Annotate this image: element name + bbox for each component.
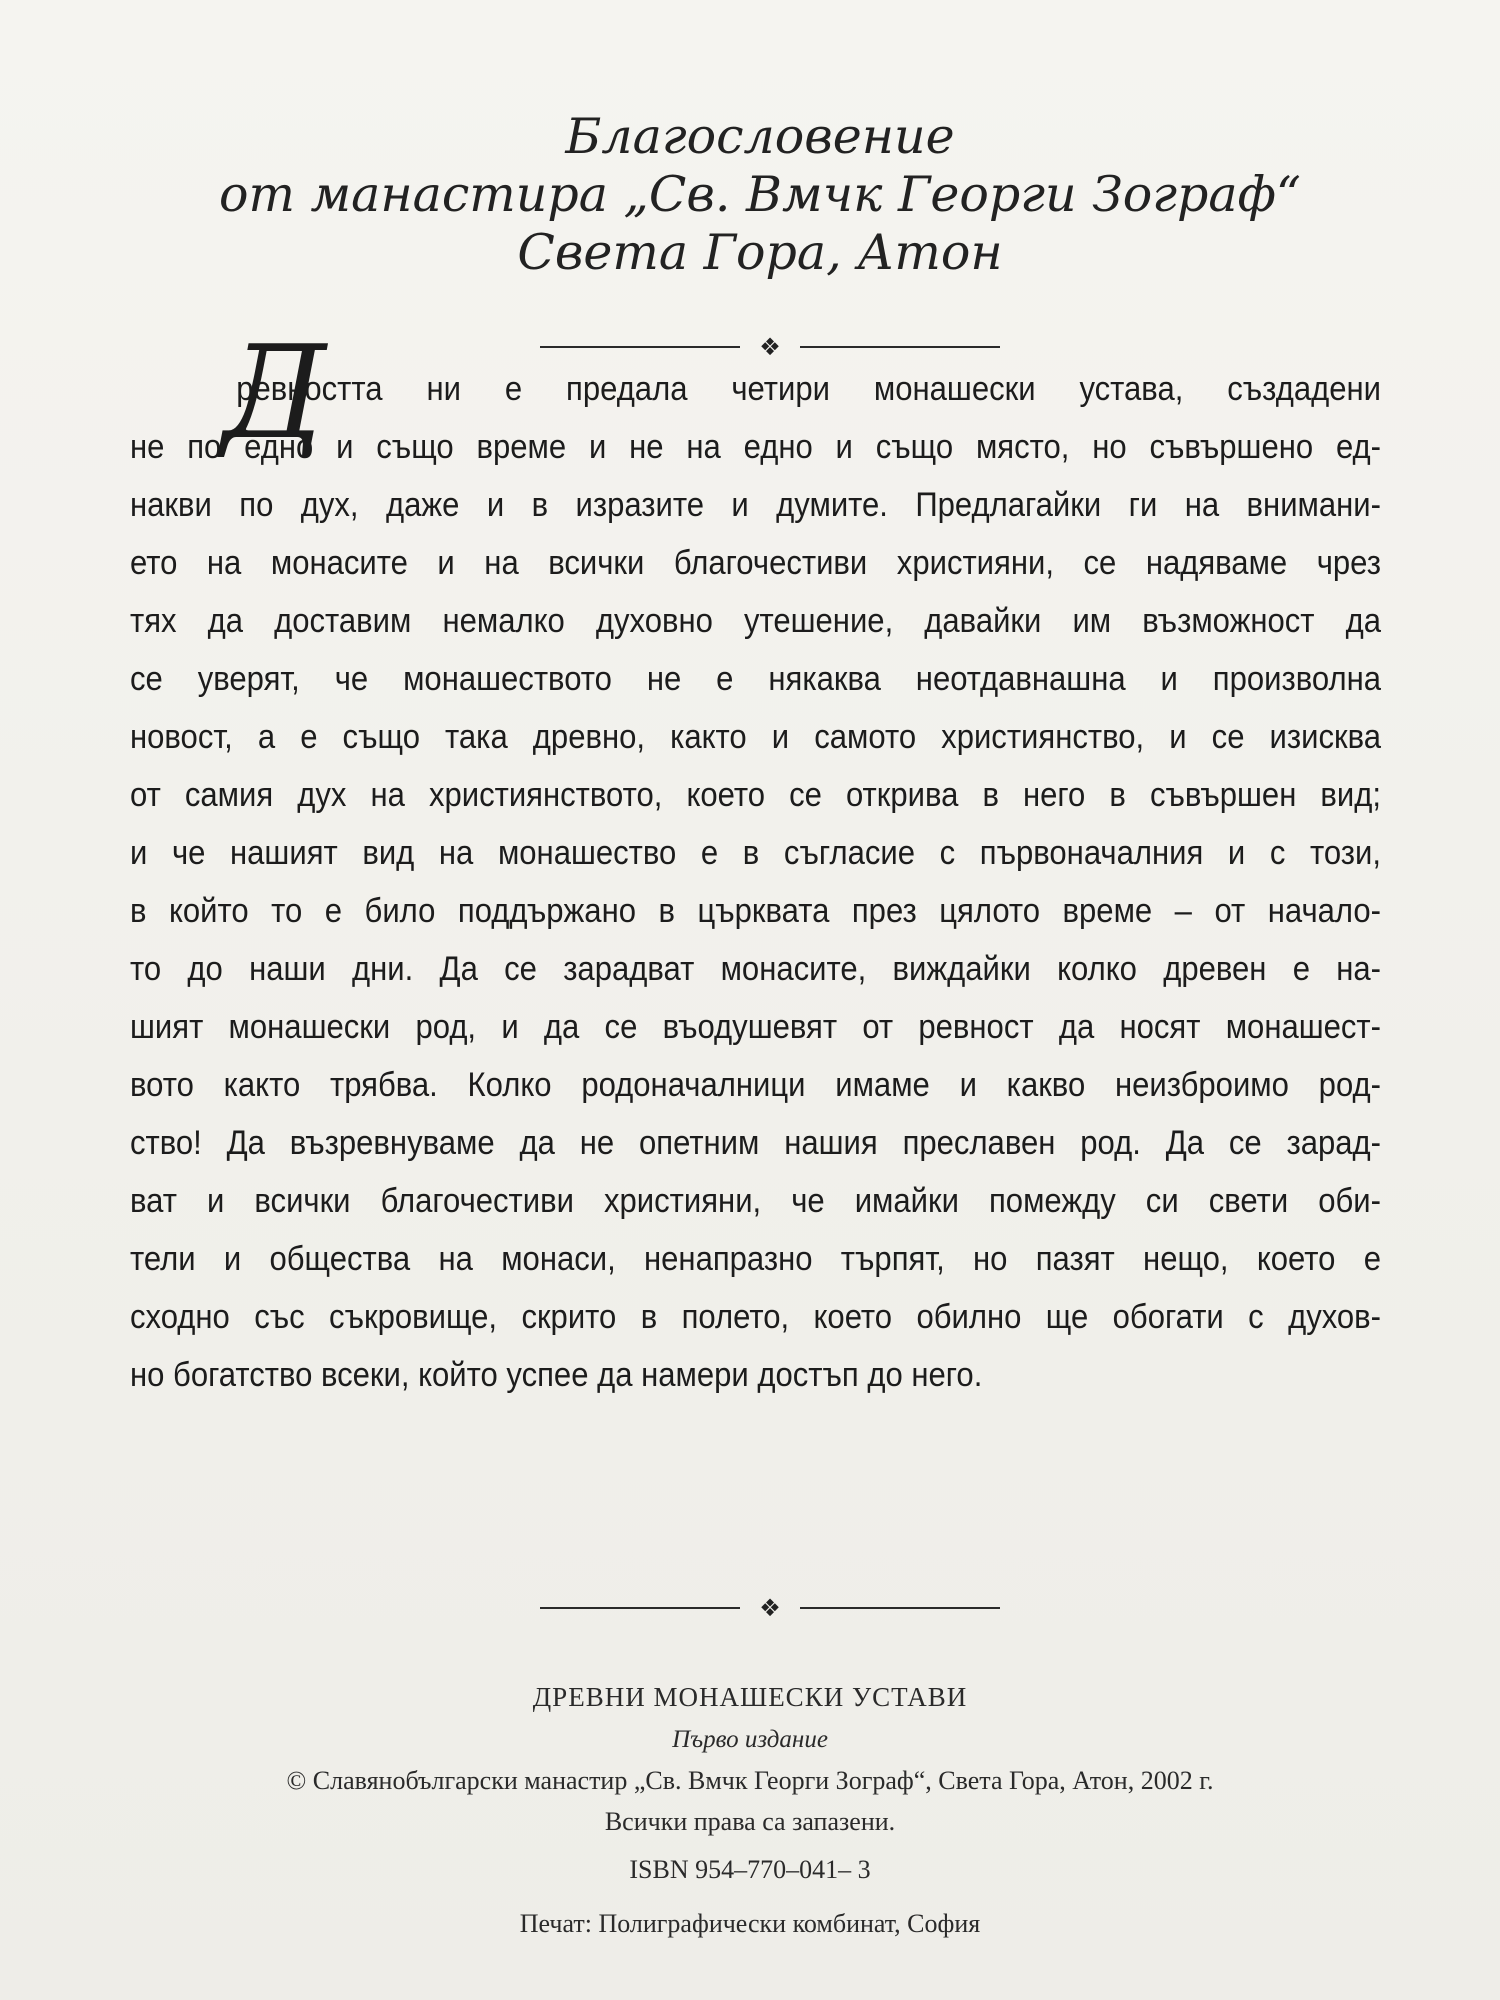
isbn: ISBN 954–770–041– 3 bbox=[629, 1855, 871, 1884]
edition-label: Първо издание bbox=[672, 1726, 828, 1753]
heading-line-3: Света Гора, Атон bbox=[517, 224, 1003, 281]
diamond-ornament-icon: ❖ bbox=[759, 333, 781, 361]
body-line: сходно със съкровище, скрито в полето, което обилно ще обогати с духов- bbox=[130, 1298, 1381, 1336]
blessing-body-text bbox=[130, 360, 1382, 1404]
body-line: новост, а е също така древно, както и самото християнство, и се изисква bbox=[130, 718, 1381, 756]
copyright-line: © Славянобългарски манастир „Св. Вмчк Георги Зограф“, Света Гора, Атон, 2002 г. bbox=[286, 1766, 1214, 1795]
diamond-ornament-icon: ❖ bbox=[759, 1594, 781, 1622]
printing-house: Печат: Полиграфически комбинат, София bbox=[519, 1909, 981, 1938]
divider-rule-right bbox=[800, 346, 1000, 348]
bottom-ornament-divider bbox=[540, 1593, 1000, 1623]
body-line: не по едно и също време и не на едно и също място, но съвършено ед- bbox=[130, 428, 1381, 466]
body-line: то до наши дни. Да се зарадват монасите, виждайки колко древен е на- bbox=[130, 950, 1381, 988]
body-line: шият монашески род, и да се въодушевят от ревност да носят монашест- bbox=[130, 1008, 1381, 1046]
body-line: накви по дух, даже и в изразите и думите. Предлагайки ги на внимани- bbox=[130, 486, 1381, 524]
book-title: ДРЕВНИ МОНАШЕСКИ УСТАВИ bbox=[532, 1682, 968, 1712]
heading-line-2: от манастира „Св. Вмчк Георги Зограф“ bbox=[219, 166, 1301, 223]
body-line: ето на монасите и на всички благочестиви християни, се надяваме чрез bbox=[130, 544, 1381, 582]
body-line: се уверят, че монашеството не е някаква неотдавнашна и произволна bbox=[130, 660, 1381, 698]
rights-reserved: Всички права са запазени. bbox=[604, 1807, 896, 1836]
top-ornament-divider bbox=[540, 332, 1000, 362]
divider-rule-left bbox=[540, 1607, 740, 1609]
body-line: в който то е било поддържано в църквата през цялото време – от начало- bbox=[130, 892, 1381, 930]
body-line: тях да доставим немалко духовно утешение, давайки им възможност да bbox=[130, 602, 1381, 640]
blessing-heading bbox=[200, 108, 1320, 282]
imprint-block bbox=[100, 1673, 1400, 1949]
drop-cap: Д bbox=[222, 319, 327, 468]
divider-rule-right bbox=[800, 1607, 1000, 1609]
body-line: но богатство всеки, който успее да намери достъп до него. bbox=[130, 1356, 983, 1394]
body-line: тели и общества на монаси, ненапразно търпят, но пазят нещо, което е bbox=[130, 1240, 1381, 1278]
divider-rule-left bbox=[540, 346, 740, 348]
body-line: ват и всички благочестиви християни, че имайки помежду си свети оби- bbox=[130, 1182, 1381, 1220]
body-line: и че нашият вид на монашество е в съгласие с първоначалния и с този, bbox=[130, 834, 1381, 872]
body-line: ство! Да възревнуваме да не опетним нашия преславен род. Да се зарад- bbox=[130, 1124, 1381, 1162]
body-line: ревността ни е предала четири монашески устава, създадени bbox=[236, 370, 1382, 408]
body-line: от самия дух на християнството, което се открива в него в съвършен вид; bbox=[130, 776, 1381, 814]
body-line: вото както трябва. Колко родоначалници имаме и какво неизброимо род- bbox=[130, 1066, 1381, 1104]
heading-line-1: Благословение bbox=[565, 108, 955, 165]
